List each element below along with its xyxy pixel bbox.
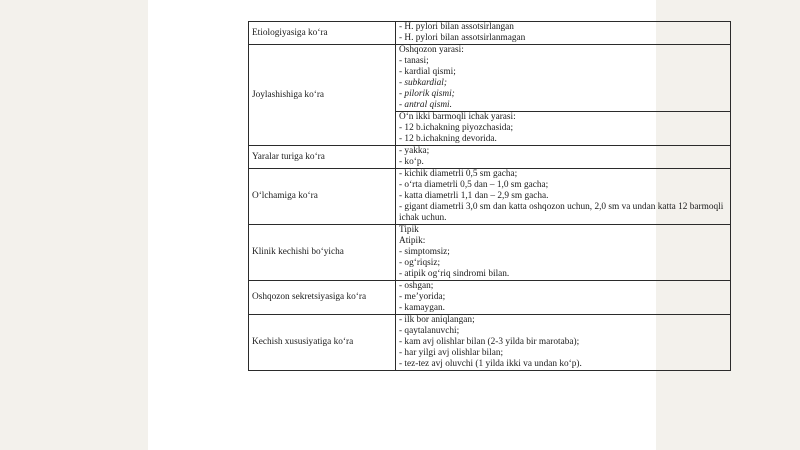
value-line: - kamaygan. [399,303,445,313]
value-line: - simptomsiz; [399,247,450,257]
value-line: O‘n ikki barmoqli ichak yarasi: [399,112,516,122]
value-line: Tipik [399,225,419,235]
value-line: - antral qismi. [399,100,452,110]
values-cell [396,315,731,371]
ulcer-classification-table [248,21,731,371]
value-line: - kam avj olishlar bilan (2-3 yilda bir marotaba); [399,337,580,347]
table-body [249,22,731,371]
values-cell [396,169,731,225]
criterion-cell: Klinik kechishi bo‘yicha [249,225,396,281]
value-line: - ilk bor aniqlangan; [399,315,475,325]
value-line: - kardial qismi; [399,67,456,77]
criterion-cell: Yaralar turiga ko‘ra [249,146,396,169]
value-line: - 12 b.ichakning piyozchasida; [399,123,514,133]
criterion-cell: Kechish xususiyatiga ko‘ra [249,315,396,371]
document-page [148,0,724,450]
value-line: - gigant diametrli 3,0 sm dan katta oshqozon uchun, 2,0 sm va undan katta 12 barmoqli ichak uchun. [399,202,724,223]
table-row [249,315,731,371]
value-line: - kichik diametrli 0,5 sm gacha; [399,169,518,179]
criterion-cell: O‘lchamiga ko‘ra [249,169,396,225]
value-line: - tanasi; [399,56,429,66]
value-line: - ko‘p. [399,157,424,167]
values-cell [396,281,731,315]
table-row [249,169,731,225]
table-row [249,22,731,45]
value-line: - atipik og‘riq sindromi bilan. [399,269,510,279]
value-line: - katta diametrli 1,1 dan – 2,9 sm gacha. [399,191,549,201]
value-line: Oshqozon yarasi: [399,45,464,55]
value-line: - subkardial; [399,78,447,88]
value-line: - oshgan; [399,281,434,291]
values-cell [396,146,731,169]
criterion-cell: Etiologiyasiga ko‘ra [249,22,396,45]
value-line: - H. pylori bilan assotsirlangan [399,22,514,32]
table-row [249,281,731,315]
value-line: - yakka; [399,146,430,156]
value-line: - H. pylori bilan assotsirlanmagan [399,33,526,43]
value-line: - me’yorida; [399,292,446,302]
value-line: - qaytalanuvchi; [399,326,460,336]
value-line: - 12 b.ichakning devorida. [399,134,497,144]
values-cell [396,112,731,146]
table-row [249,146,731,169]
value-line: - har yilgi avj olishlar bilan; [399,348,504,358]
value-line: - o‘rta diametrli 0,5 dan – 1,0 sm gacha; [399,180,549,190]
values-cell [396,225,731,281]
value-line: - og‘riqsiz; [399,258,441,268]
values-cell [396,45,731,112]
table-row [249,225,731,281]
criterion-cell: Oshqozon sekretsiyasiga ko‘ra [249,281,396,315]
criterion-cell: Joylashishiga ko‘ra [249,45,396,146]
value-line: - pilorik qismi; [399,89,455,99]
value-line: Atipik: [399,236,426,246]
values-cell [396,22,731,45]
table-row [249,45,731,112]
value-line: - tez-tez avj oluvchi (1 yilda ikki va undan ko‘p). [399,359,582,369]
